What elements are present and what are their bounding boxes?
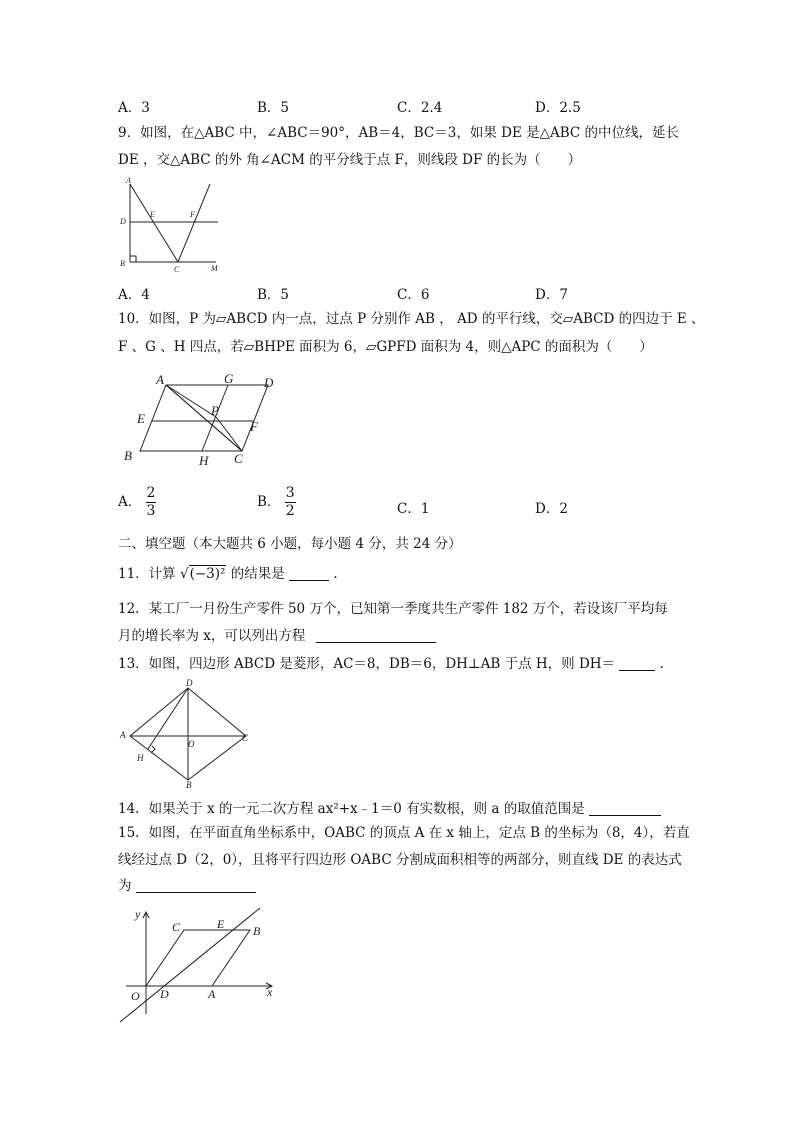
q9-option-d: D．7 bbox=[535, 287, 568, 303]
q15-label-O: O bbox=[131, 989, 140, 1003]
q10-label-C: C bbox=[234, 451, 243, 466]
q13-text: 13．如图，四边形 ABCD 是菱形，AC＝8，DB＝6，DH⊥AB 于点 H，则 DH＝ . bbox=[118, 656, 664, 672]
section-heading: 二、填空题（本大题共 6 小题，每小题 4 分，共 24 分） bbox=[118, 536, 462, 552]
q15-label-C: C bbox=[172, 920, 181, 934]
q9-text-line2: DE ，交△ABC 的外 角∠ACM 的平分线于点 F，则线段 DF 的长为（ ） bbox=[118, 152, 582, 168]
q15-label-y: y bbox=[135, 907, 141, 921]
q9-label-C: C bbox=[174, 265, 180, 274]
q9-option-c: C．6 bbox=[397, 287, 430, 303]
q10-label-E: E bbox=[137, 411, 145, 426]
sqrt-expression: √(−3)² bbox=[179, 566, 226, 582]
q11-text: 11．计算 √(−3)² 的结果是 . bbox=[118, 566, 338, 582]
q10-option-b: B． $\frac{3}{2}$ bbox=[257, 485, 295, 519]
q13-label-A: A bbox=[120, 730, 126, 740]
q15-text-line1: 15．如图，在平面直角坐标系中，OABC 的顶点 A 在 x 轴上，定点 B 的坐标为（8，4），若直 bbox=[118, 825, 690, 841]
q13-label-B: B bbox=[186, 780, 192, 790]
q8-option-d: D．2.5 bbox=[535, 100, 581, 116]
q15-label-E: E bbox=[217, 917, 225, 931]
q10-label-F: F bbox=[250, 419, 258, 434]
q9-label-D: D bbox=[120, 217, 126, 226]
q10-label-P: P bbox=[211, 403, 219, 418]
q10-label-G: G bbox=[224, 371, 234, 386]
q13-label-D: D bbox=[186, 678, 193, 688]
q14-text: 14．如果关于 x 的一元二次方程 ax²+x﹣1＝0 有实数根，则 a 的取值范围是 bbox=[118, 800, 661, 818]
q15-label-A: A bbox=[208, 987, 216, 1001]
q9-option-b: B．5 bbox=[257, 287, 290, 303]
q10-label-A: A bbox=[156, 372, 164, 387]
q11-answer-blank[interactable] bbox=[289, 566, 329, 581]
q10-label-B: B bbox=[124, 448, 132, 463]
q10-figure bbox=[118, 365, 288, 471]
q14-answer-blank[interactable] bbox=[589, 801, 661, 816]
q15-answer-blank[interactable] bbox=[136, 878, 256, 893]
q10-text-line1: 10．如图，P 为▱ABCD 内一点，过点 P 分别作 AB ， AD 的平行线，交▱ABCD 的四边于 E 、 bbox=[118, 311, 705, 327]
q9-label-M: M bbox=[211, 264, 218, 273]
q9-label-E: E bbox=[150, 210, 155, 219]
q12-text-line1: 12．某工厂一月份生产零件 50 万个，已知第一季度共生产零件 182 万个，若设该厂平均每 bbox=[118, 601, 668, 617]
q8-option-b: B．5 bbox=[257, 100, 290, 116]
q13-label-H: H bbox=[137, 753, 144, 763]
q9-label-A: A bbox=[126, 176, 131, 185]
q13-answer-blank[interactable] bbox=[619, 656, 655, 671]
q13-label-O: O bbox=[188, 739, 195, 749]
q10-text-line2: F 、G 、H 四点，若▱BHPE 面积为 6，▱GPFD 面积为 4，则△APC 的面积为（ ） bbox=[118, 339, 653, 355]
q10-label-D: D bbox=[264, 375, 274, 390]
q9-figure bbox=[112, 172, 232, 278]
q10-option-d: D．2 bbox=[535, 501, 568, 517]
q15-text-line3: 为 bbox=[118, 877, 256, 895]
q9-option-a: A．4 bbox=[118, 287, 150, 303]
q13-label-C: C bbox=[242, 733, 249, 743]
q10-option-c: C．1 bbox=[397, 501, 430, 517]
q15-label-x: x bbox=[267, 985, 273, 999]
q8-option-a: A．3 bbox=[118, 100, 150, 116]
q9-label-B: B bbox=[120, 259, 125, 268]
q12-answer-blank[interactable] bbox=[316, 628, 436, 643]
q15-text-line2: 线经过点 D（2，0），且将平行四边形 OABC 分割成面积相等的两部分，则直线 DE 的表达式 bbox=[118, 852, 682, 868]
q8-option-c: C．2.4 bbox=[397, 100, 443, 116]
q12-text-line2: 月的增长率为 x，可以列出方程 bbox=[118, 627, 436, 645]
q15-figure bbox=[112, 904, 282, 1028]
q9-label-F: F bbox=[190, 210, 195, 219]
q15-label-D: D bbox=[160, 987, 169, 1001]
q15-label-B: B bbox=[253, 924, 261, 938]
q10-option-a: A． $\frac{2}{3}$ bbox=[118, 485, 156, 519]
q10-label-H: H bbox=[199, 453, 209, 468]
q13-figure bbox=[112, 676, 262, 796]
q9-text-line1: 9．如图，在△ABC 中，∠ABC＝90°，AB＝4，BC＝3，如果 DE 是△ABC 的中位线，延长 bbox=[118, 125, 680, 141]
